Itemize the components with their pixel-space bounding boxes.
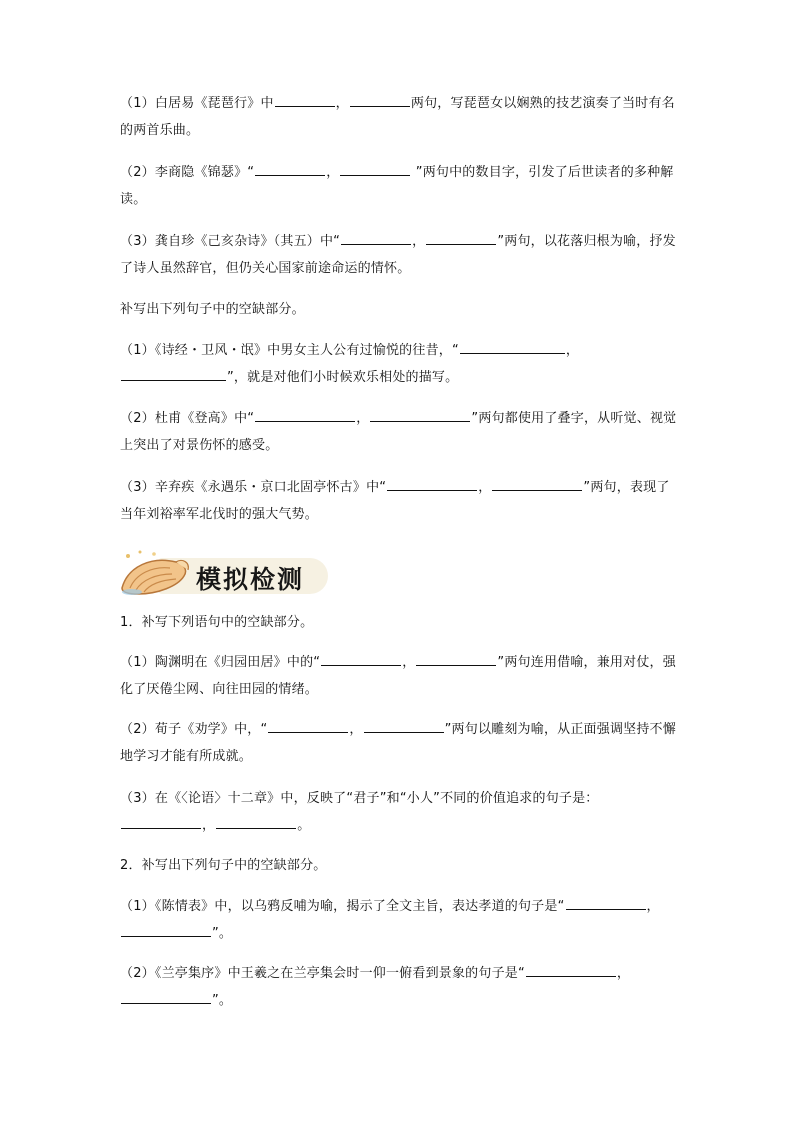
answer-blank[interactable] [526, 961, 616, 977]
answer-blank[interactable] [566, 894, 646, 910]
answer-blank[interactable] [387, 475, 477, 491]
answer-blank[interactable] [350, 91, 410, 107]
answer-blank[interactable] [426, 229, 496, 245]
answer-blank[interactable] [216, 813, 296, 829]
answer-blank[interactable] [255, 406, 355, 422]
question-item: （2）《兰亭集序》中王羲之在兰亭集会时一仰一俯看到景象的句子是“ ，”。 [120, 960, 680, 1014]
instruction-text: 补写出下列句子中的空缺部分。 [120, 302, 305, 317]
answer-blank[interactable] [341, 229, 411, 245]
answer-blank[interactable] [364, 717, 444, 733]
answer-blank[interactable] [121, 365, 226, 381]
answer-blank[interactable] [340, 160, 410, 176]
answer-blank[interactable] [121, 921, 211, 937]
question-item: （2）杜甫《登高》中“ ， ”两句都使用了叠字，从听觉、视觉上突出了对景伤怀的感受。 [120, 405, 680, 459]
section-heading [118, 548, 328, 600]
answer-blank[interactable] [121, 813, 201, 829]
part-title: 2．补写出下列句子中的空缺部分。 [120, 858, 327, 873]
heading-title: 模拟检测 [196, 565, 305, 594]
part-title: 1．补写下列语句中的空缺部分。 [120, 615, 314, 630]
answer-blank[interactable] [255, 160, 325, 176]
question-item: （1）《诗经・卫风・氓》中男女主人公有过愉悦的往昔，“ ，”，就是对他们小时候欢乐相处的描写。 [120, 337, 680, 391]
answer-blank[interactable] [275, 91, 335, 107]
answer-blank[interactable] [268, 717, 348, 733]
answer-blank[interactable] [416, 650, 496, 666]
question-item: （2）荀子《劝学》中，“ ， ”两句以雕刻为喻，从正面强调坚持不懈地学习才能有所成就。 [120, 716, 680, 770]
shell-icon [118, 548, 198, 600]
question-item: （3）辛弃疾《永遇乐・京口北固亭怀古》中“ ， ”两句，表现了当年刘裕率军北伐时的强大气势。 [120, 474, 680, 528]
answer-blank[interactable] [460, 338, 565, 354]
question-item: （1）白居易《琵琶行》中 ， 两句，写琵琶女以娴熟的技艺演奏了当时有名的两首乐曲。 [120, 90, 680, 144]
question-item: （3）龚自珍《己亥杂诗》（其五）中“ ， ”两句，以花落归根为喻，抒发了诗人虽然辞官，但仍关心国家前途命运的情怀。 [120, 228, 680, 282]
question-item: （1）《陈情表》中，以乌鸦反哺为喻，揭示了全文主旨，表达孝道的句子是“ ，”。 [120, 893, 680, 947]
answer-blank[interactable] [492, 475, 582, 491]
answer-blank[interactable] [321, 650, 401, 666]
question-item: （1）陶渊明在《归园田居》中的“ ， ”两句连用借喻，兼用对仗，强化了厌倦尘网、向往田园的情绪。 [120, 649, 680, 703]
answer-blank[interactable] [121, 988, 211, 1004]
question-item: （3）在《〈论语〉十二章》中，反映了“君子”和“小人”不同的价值追求的句子是：， 。 [120, 791, 599, 833]
question-item: （2）李商隐《锦瑟》“ ， ”两句中的数目字，引发了后世读者的多种解读。 [120, 159, 680, 213]
answer-blank[interactable] [370, 406, 470, 422]
